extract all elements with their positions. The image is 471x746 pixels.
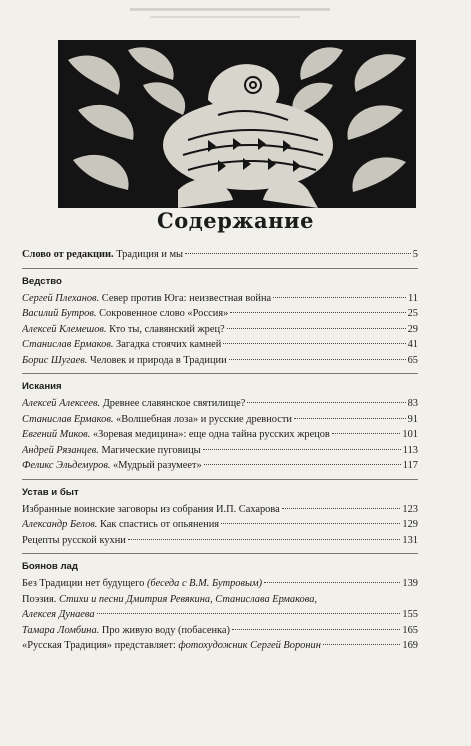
toc-author: Феликс Эльдемуров. [22,460,111,471]
toc-page-number: 169 [402,640,418,651]
toc-page-number: 155 [402,609,418,620]
section-divider [22,479,418,480]
dot-leader [264,582,400,583]
dot-leader [128,539,401,540]
section-divider [22,553,418,554]
toc-entry-title: Север против Юга: неизвестная война [99,292,272,304]
toc-page-number: 41 [407,339,418,350]
dot-leader [203,449,401,450]
dot-leader [294,418,406,419]
toc-author: Алексей Алексеев. [22,398,101,409]
toc-entry [22,592,418,608]
toc-page-number: 11 [407,292,418,304]
toc-author: Станислав Ермаков. [22,413,114,425]
toc-entry [22,623,418,639]
toc-entry-title: Как спастись от опьянения [97,519,220,530]
toc-page-number: 113 [402,444,418,456]
toc-section-boyanov-lad [22,560,418,654]
toc-entry-title: Без Традиции нет будущего [22,578,147,589]
section-heading: Боянов лад [22,561,78,572]
section-divider [22,373,418,374]
toc-entry-bold-label: Слово от редакции. [22,249,114,260]
section-heading: Ведство [22,275,62,287]
toc-entry-title: Сокровенное слово «Россия» [96,308,229,319]
toc-author: Борис Шугаев. [22,354,88,366]
dot-leader [204,464,401,465]
toc-entry-title: Традиция и мы [113,249,184,260]
toc-entry-title: «Волшебная лоза» и русские древности [113,413,292,425]
section-heading: Устав и быт [22,486,79,498]
toc-author: Станислав Ермаков. [22,339,114,350]
toc-page-number: 165 [402,624,418,636]
toc-author: Тамара Ломбина. [22,624,100,636]
table-of-contents [22,247,418,654]
toc-entry [22,443,418,459]
dot-leader [282,508,401,509]
toc-entry-title: Человек и природа в Традиции [87,354,227,366]
dot-leader [230,312,405,313]
toc-entry [22,337,418,353]
toc-entry [22,638,418,654]
toc-entry [22,306,418,322]
bleed-through-text [120,2,350,24]
dot-leader [97,613,401,614]
toc-entry-title: Кто ты, славянский жрец? [106,323,225,335]
toc-section-vedstvo [22,275,418,369]
toc-author: Василий Бутров. [22,308,97,319]
section-divider [22,268,418,269]
toc-page-number: 129 [402,519,418,530]
toc-entry-title: Про живую воду (побасенка) [99,624,230,636]
dot-leader [221,523,400,524]
toc-entry-title: Избранные воинские заговоры из собрания И.П. Сахарова [22,503,280,515]
toc-entry-subtitle: фотохудожник Сергей Воронин [178,640,321,651]
dot-leader [185,253,411,254]
toc-page-number: 139 [402,578,418,589]
toc-page-number: 83 [407,398,418,409]
toc-page-number: 117 [402,460,418,471]
toc-entry-title: Загадка стоячих камней [113,339,222,350]
toc-author: Сергей Плеханов. [22,292,100,304]
toc-page-number: 65 [407,354,418,366]
dot-leader [229,359,406,360]
dot-leader [323,644,401,645]
toc-section-iskaniya [22,380,418,474]
toc-author: Алексей Клемешов. [22,323,107,335]
toc-entry-title: Поэзия. [22,593,59,605]
dot-leader [227,328,406,329]
toc-entry [22,533,418,549]
toc-entry-intro [22,247,418,263]
toc-entry [22,427,418,443]
toc-page-number: 29 [407,323,418,335]
toc-entry-title: «Русская Традиция» представляет: [22,640,179,651]
toc-author: Александр Белов. [22,519,98,530]
toc-entry [22,396,418,412]
toc-entry-subtitle: Стихи и песни Дмитрия Ревякина, Станислава Ермакова, [58,593,317,605]
dot-leader [273,297,406,298]
dot-leader [232,629,400,630]
section-heading: Искания [22,381,62,392]
toc-entry [22,458,418,474]
toc-page-number: 25 [407,308,418,319]
toc-entry [22,576,418,592]
toc-section-ustav [22,486,418,549]
dot-leader [332,433,401,434]
toc-entry-title: Древнее славянское святилище? [100,398,246,409]
toc-page-number: 123 [402,503,418,515]
carved-bird-illustration [58,40,416,208]
toc-entry [22,322,418,338]
toc-page-number: 91 [407,413,418,425]
toc-entry-title: «Мудрый разумеет» [110,460,202,471]
toc-page-number: 131 [402,534,418,546]
toc-entry [22,412,418,428]
toc-entry-title: «Зоревая медицина»: еще одна тайна русских жрецов [90,429,330,440]
dot-leader [223,343,405,344]
toc-entry [22,291,418,307]
toc-author: Алексея Дунаева [22,609,95,620]
toc-entry-title: Магические пуговицы [98,444,201,456]
toc-entry-subtitle: (беседа с В.М. Бутровым) [146,578,263,589]
toc-author: Андрей Рязанцев. [22,444,99,456]
toc-page-number: 101 [402,429,418,440]
toc-entry-title: Рецепты русской кухни [22,534,126,546]
toc-page-number: 5 [412,249,418,260]
toc-entry [22,607,418,623]
toc-entry [22,353,418,369]
page-title: Содержание [157,208,314,233]
toc-entry [22,517,418,533]
dot-leader [247,402,405,403]
toc-author: Евгений Миков. [22,429,91,440]
toc-entry [22,502,418,518]
